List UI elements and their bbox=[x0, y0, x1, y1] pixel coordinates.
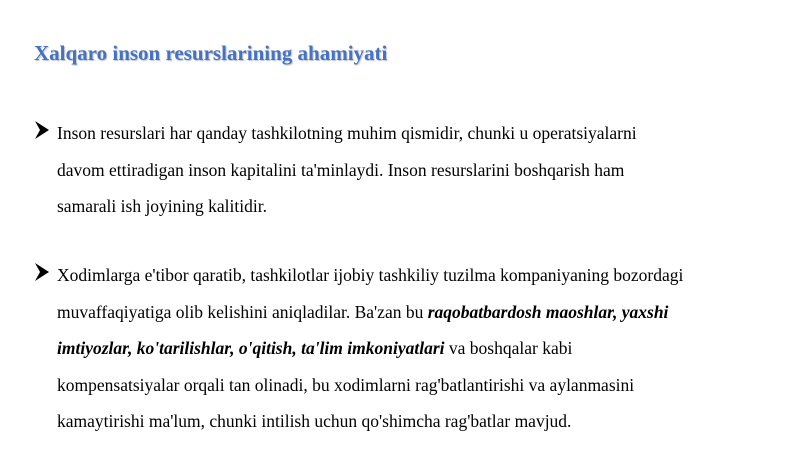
bullet-line: kamaytirishi ma'lum, chunki intilish uchun qo'shimcha rag'batlar mavjud. bbox=[57, 411, 572, 431]
bullet-text bbox=[57, 115, 774, 225]
bullet-plain-text: va boshqalar kabi bbox=[444, 338, 573, 358]
bullet-emphasis-text: imtiyozlar, ko'tarilishlar, o'qitish, ta'lim imkoniyatlari bbox=[57, 338, 445, 358]
bullet-line: Xodimlarga e'tibor qaratib, tashkilotlar ijobiy tashkiliy tuzilma kompaniyaning bozordagi bbox=[57, 265, 684, 285]
slide-title: Xalqaro inson resurslarining ahamiyati bbox=[34, 41, 388, 65]
bullet-item bbox=[34, 115, 774, 225]
bullet-line: Inson resurslari har qanday tashkilotning muhim qismidir, chunki u operatsiyalarni bbox=[57, 123, 637, 143]
arrowhead-bullet-icon bbox=[34, 120, 50, 140]
bullet-line: kompensatsiyalar orqali tan olinadi, bu xodimlarni rag'batlantirishi va aylanmasini bbox=[57, 374, 635, 395]
bullet-line: davom ettiradigan inson kapitalini ta'minlaydi. Inson resurslarini boshqarish ham bbox=[57, 159, 625, 180]
bullet-plain-text: muvaffaqiyatiga olib kelishini aniqladilar. Ba'zan bu bbox=[57, 301, 428, 322]
bullet-text bbox=[57, 257, 774, 440]
bullet-emphasis-text: raqobatbardosh maoshlar, yaxshi bbox=[427, 301, 669, 322]
bullet-line bbox=[57, 294, 774, 331]
bullet-item bbox=[34, 257, 774, 440]
bullet-line: samarali ish joyining kalitidir. bbox=[57, 196, 267, 216]
bullet-line bbox=[57, 330, 774, 367]
arrowhead-bullet-icon bbox=[34, 262, 50, 282]
